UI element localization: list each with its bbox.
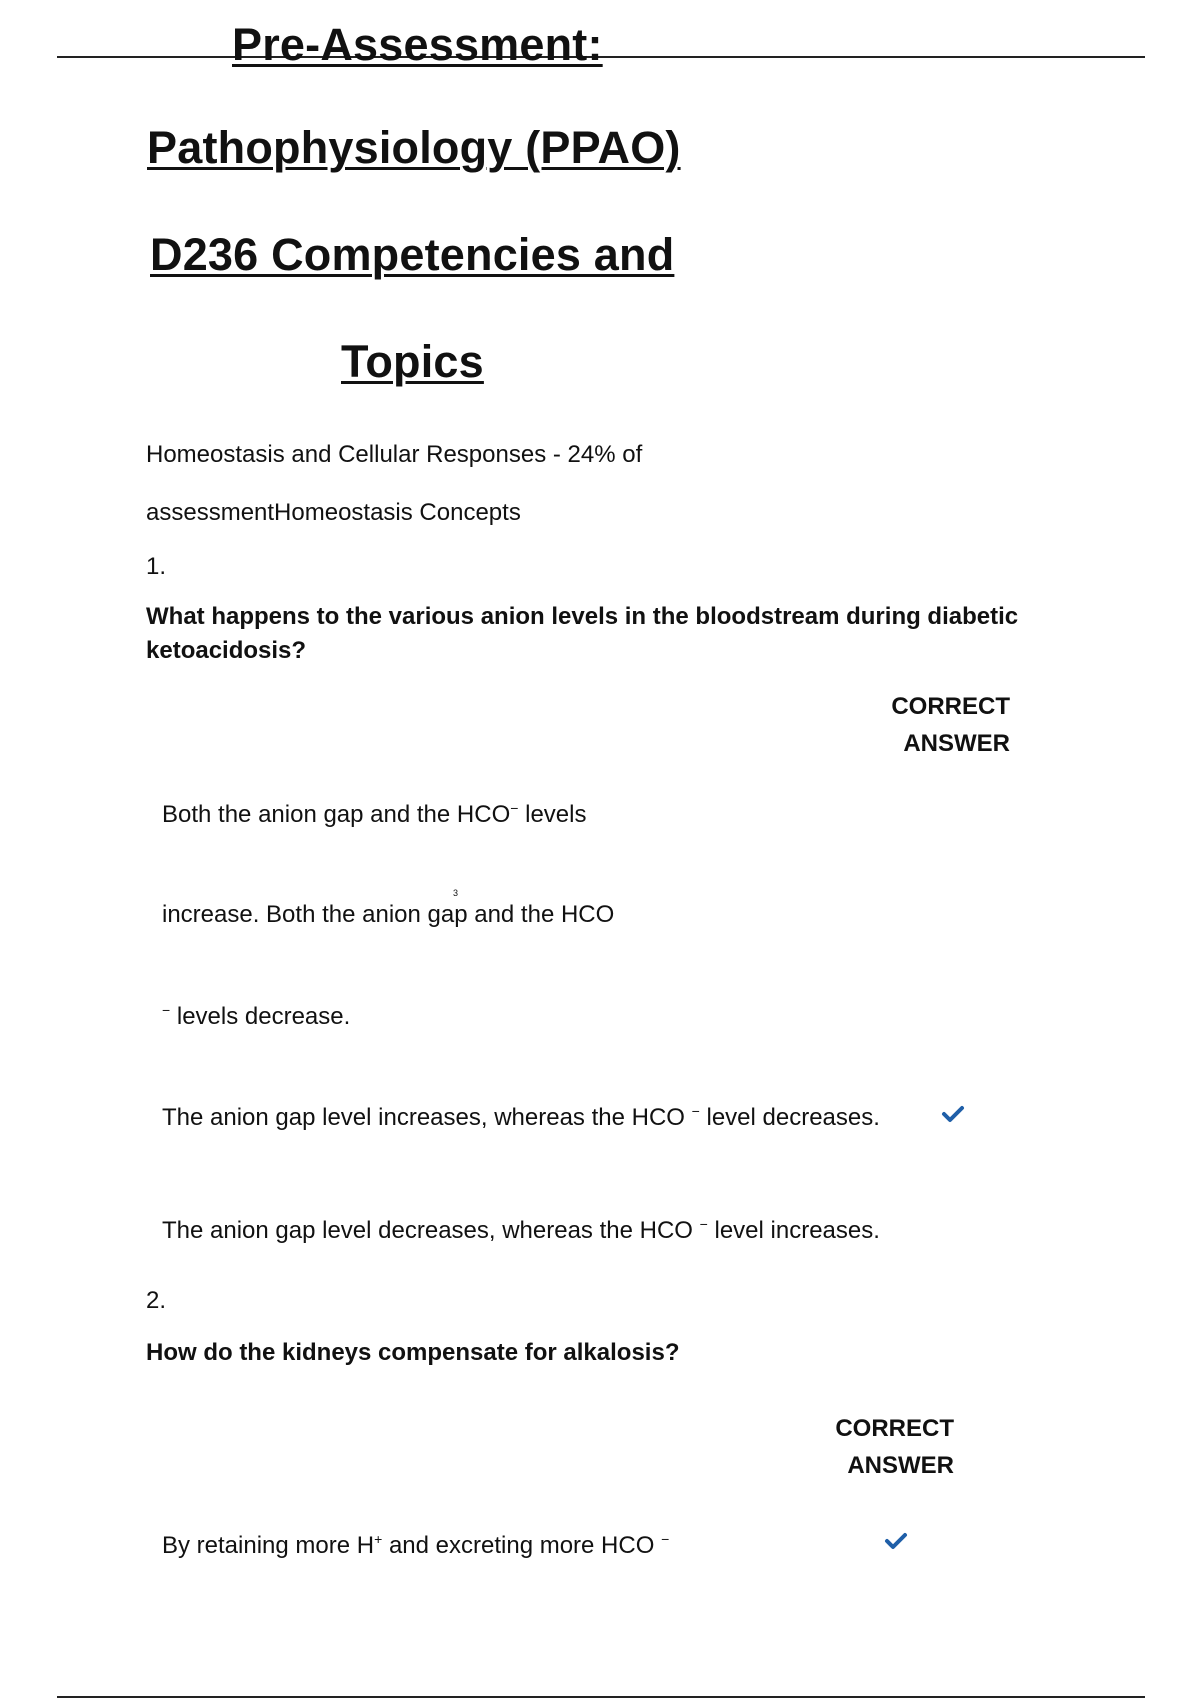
option-text: Both the anion gap and the HCO	[162, 801, 511, 828]
option-text: By retaining more H	[162, 1532, 375, 1559]
question-text: What happens to the various anion levels in the bloodstream during diabetic ketoacidosis?	[146, 603, 1019, 664]
superscript: −	[661, 1531, 670, 1547]
superscript: −	[162, 1002, 171, 1018]
superscript: −	[699, 1216, 708, 1232]
correct-answer-label: CORRECT ANSWER	[835, 1415, 954, 1479]
question-number: 2.	[146, 1287, 167, 1314]
title-topics: Topics	[341, 336, 484, 387]
option-text: The anion gap level increases, whereas the HCO	[162, 1104, 692, 1131]
question-number: 1.	[146, 553, 167, 580]
check-icon	[884, 1532, 908, 1550]
check-icon	[941, 1105, 965, 1123]
superscript: +	[374, 1531, 383, 1547]
answer-option-correct	[162, 1103, 880, 1132]
option-text: and excreting more HCO	[382, 1532, 662, 1559]
bottom-rule	[57, 1696, 1145, 1698]
title-pathophysiology: Pathophysiology (PPAO)	[147, 122, 681, 173]
subscript-mark: 3	[453, 888, 459, 898]
answer-option: increase. Both the anion gap and the HCO	[162, 901, 615, 928]
option-text: levels decrease.	[170, 1003, 351, 1030]
option-text: level decreases.	[699, 1104, 880, 1131]
section-heading-line1: Homeostasis and Cellular Responses - 24% of	[146, 441, 643, 468]
answer-option-correct	[162, 1531, 669, 1560]
superscript: −	[510, 800, 519, 816]
answer-option	[162, 1216, 880, 1245]
option-text: The anion gap level decreases, whereas the HCO	[162, 1217, 700, 1244]
correct-answer-label: CORRECT ANSWER	[891, 693, 1010, 757]
title-pre-assessment: Pre-Assessment:	[232, 19, 603, 70]
section-heading-line2: assessmentHomeostasis Concepts	[146, 499, 521, 526]
answer-option	[162, 800, 586, 829]
title-competencies: D236 Competencies and	[150, 229, 675, 280]
answer-option	[162, 1002, 350, 1031]
option-text: level increases.	[707, 1217, 880, 1244]
option-text: levels	[518, 801, 587, 828]
superscript: −	[691, 1103, 700, 1119]
question-text: How do the kidneys compensate for alkalosis?	[146, 1339, 680, 1366]
